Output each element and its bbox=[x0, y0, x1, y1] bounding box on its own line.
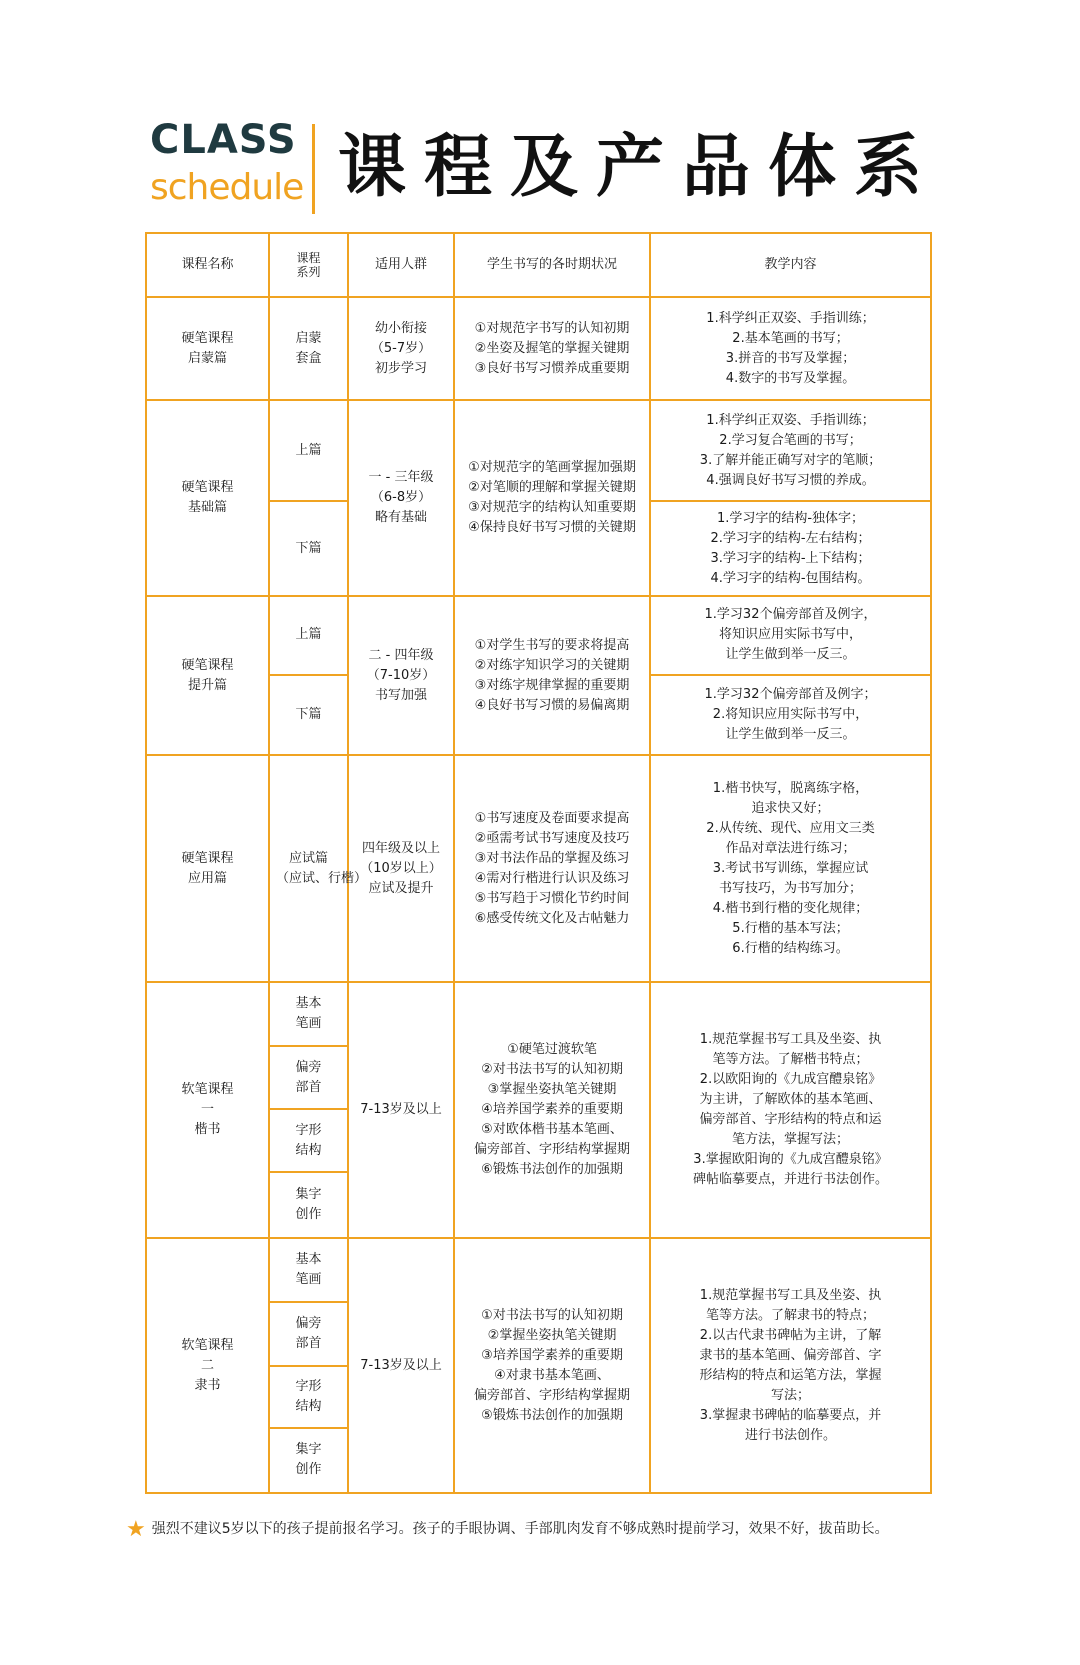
cell-line: 1.学习32个偏旁部首及例字； bbox=[704, 686, 877, 702]
cell-line: ④培养国学素养的重要期 bbox=[481, 1102, 623, 1118]
table-row bbox=[146, 596, 931, 674]
page-title: 课程及产品体系 bbox=[338, 128, 941, 207]
cell-line: 创作 bbox=[295, 1207, 322, 1222]
series-cell: 下篇 bbox=[269, 501, 348, 596]
header-divider bbox=[312, 124, 315, 214]
cell-line: 硬笔课程 bbox=[181, 657, 234, 673]
audience-cell bbox=[348, 596, 454, 755]
audience-cell bbox=[348, 400, 454, 596]
cell-line: 笔等方法。了解隶书的特点； bbox=[705, 1307, 875, 1323]
footnote bbox=[126, 1517, 1026, 1541]
cell-line: 隶书 bbox=[194, 1377, 221, 1393]
table-row bbox=[146, 755, 931, 982]
cell-line: 笔画 bbox=[295, 1016, 322, 1032]
cell-line: 书写技巧，为书写加分； bbox=[718, 880, 862, 896]
cell-line: 3.拼音的书写及掌握； bbox=[725, 350, 856, 366]
course-name-cell bbox=[146, 982, 269, 1238]
course-name-cell bbox=[146, 755, 269, 982]
cell-line: ③良好书写习惯养成重要期 bbox=[474, 360, 630, 376]
cell-line: ②对书法书写的认知初期 bbox=[481, 1062, 623, 1078]
cell-line: 7-13岁及以上 bbox=[360, 1102, 442, 1118]
cell-line: 3.考试书写训练，掌握应试 bbox=[712, 860, 869, 876]
content-cell bbox=[650, 755, 931, 982]
content-cell bbox=[650, 297, 931, 400]
series-cell bbox=[269, 982, 348, 1046]
cell-line: ②掌握坐姿执笔关键期 bbox=[487, 1327, 617, 1343]
cell-line: 偏旁 bbox=[295, 1059, 322, 1075]
cell-line: 3.掌握隶书碑帖的临摹要点，并 bbox=[699, 1407, 882, 1423]
cell-line: 书写加强 bbox=[374, 687, 427, 703]
cell-line: 2.将知识应用实际书写中， bbox=[712, 706, 869, 722]
cell-line: 1.科学纠正双姿、手指训练； bbox=[706, 412, 875, 428]
cell-line: ①对规范字的笔画掌握加强期 bbox=[468, 460, 636, 476]
cell-line: 1.楷书快写，脱离练字格， bbox=[712, 780, 869, 796]
cell-line: 字形 bbox=[295, 1378, 322, 1394]
cell-line: 部首 bbox=[295, 1335, 322, 1351]
cell-line: 4.数字的书写及掌握。 bbox=[725, 370, 856, 386]
cell-line: 一 bbox=[200, 1102, 214, 1118]
cell-line: ③对练字规律掌握的重要期 bbox=[474, 677, 630, 693]
course-name-cell bbox=[146, 297, 269, 400]
col-header-series bbox=[269, 233, 348, 297]
audience-cell bbox=[348, 755, 454, 982]
cell-line: 2.学习复合笔画的书写； bbox=[719, 432, 862, 448]
cell-line: 碑帖临摹要点，并进行书法创作。 bbox=[692, 1172, 888, 1188]
cell-line: 形结构的特点和运笔方法，掌握 bbox=[699, 1367, 882, 1383]
audience-cell bbox=[348, 1238, 454, 1493]
cell-line: 2.以欧阳询的《九成宫醴泉铭》 bbox=[699, 1072, 882, 1088]
cell-line: ④良好书写习惯的易偏离期 bbox=[474, 697, 630, 713]
cell-line: 让学生做到举一反三。 bbox=[725, 647, 856, 663]
cell-line: 二 - 四年级 bbox=[368, 647, 434, 663]
cell-line: 5.行楷的基本写法； bbox=[732, 920, 849, 936]
cell-line: 硬笔课程 bbox=[181, 330, 234, 346]
cell-line: 4.强调良好书写习惯的养成。 bbox=[706, 472, 875, 488]
cell-line: ④需对行楷进行认识及练习 bbox=[474, 870, 630, 886]
cell-line: 二 bbox=[200, 1357, 214, 1373]
cell-line: （10岁以上） bbox=[360, 860, 442, 876]
series-cell bbox=[269, 1172, 348, 1238]
col-header-series-line2: 系列 bbox=[296, 264, 321, 279]
cell-line: 幼小衔接 bbox=[374, 320, 427, 336]
cell-line: 追求快又好； bbox=[751, 800, 830, 816]
cell-line: 硬笔课程 bbox=[181, 480, 234, 496]
cell-line: ⑤锻炼书法创作的加强期 bbox=[481, 1407, 623, 1423]
cell-line: 6.行楷的结构练习。 bbox=[732, 940, 849, 956]
col-header-status: 学生书写的各时期状况 bbox=[454, 233, 650, 297]
series-cell bbox=[269, 755, 368, 982]
cell-line: （6-8岁） bbox=[370, 490, 432, 506]
footnote-text: 强烈不建议5岁以下的孩子提前报名学习。孩子的手眼协调、手部肌肉发育不够成熟时提前学习，效果不好，拔苗助长。 bbox=[151, 1521, 889, 1537]
cell-line: 3.学习字的结构-上下结构； bbox=[710, 550, 871, 566]
cell-line: 将知识应用实际书写中， bbox=[718, 627, 862, 643]
cell-line: 初步学习 bbox=[374, 360, 427, 376]
cell-line: 一 - 三年级 bbox=[368, 470, 434, 486]
cell-line: 笔画 bbox=[295, 1272, 322, 1287]
cell-line: 1.规范掌握书写工具及坐姿、执 bbox=[699, 1287, 882, 1303]
series-cell: 上篇 bbox=[269, 596, 348, 674]
cell-line: （5-7岁） bbox=[370, 340, 432, 356]
cell-line: 软笔课程 bbox=[181, 1082, 234, 1098]
cell-line: ①对书法书写的认知初期 bbox=[481, 1307, 623, 1323]
cell-line: 3.了解并能正确写对字的笔顺； bbox=[699, 452, 882, 468]
cell-line: 3.掌握欧阳询的《九成宫醴泉铭》 bbox=[693, 1152, 888, 1168]
cell-line: 结构 bbox=[295, 1142, 322, 1158]
cell-line: ①对学生书写的要求将提高 bbox=[474, 637, 630, 653]
cell-line: 2.以古代隶书碑帖为主讲，了解 bbox=[699, 1327, 882, 1343]
cell-line: 应用篇 bbox=[187, 870, 227, 886]
series-cell bbox=[269, 1302, 348, 1366]
cell-line: ⑥感受传统文化及古帖魅力 bbox=[474, 910, 630, 926]
cell-line: 2.基本笔画的书写； bbox=[732, 330, 849, 346]
cell-line: ③掌握坐姿执笔关键期 bbox=[487, 1082, 617, 1098]
cell-line: 部首 bbox=[295, 1079, 322, 1095]
cell-line: 笔等方法。了解楷书特点； bbox=[712, 1052, 869, 1068]
cell-line: 作品对章法进行练习； bbox=[725, 840, 856, 856]
cell-line: 偏旁部首、字形结构掌握期 bbox=[473, 1387, 630, 1403]
col-header-audience: 适用人群 bbox=[348, 233, 454, 297]
cell-line: ④保持良好书写习惯的关键期 bbox=[468, 520, 636, 536]
content-cell bbox=[650, 1238, 931, 1493]
series-cell bbox=[269, 1046, 348, 1109]
cell-line: ①对规范字书写的认知初期 bbox=[474, 320, 630, 336]
brand-schedule: schedule bbox=[150, 167, 304, 208]
cell-line: 基础篇 bbox=[187, 500, 227, 516]
status-cell bbox=[454, 982, 650, 1238]
cell-line: 1.科学纠正双姿、手指训练； bbox=[706, 310, 875, 326]
cell-line: 字形 bbox=[295, 1122, 322, 1138]
series-cell bbox=[269, 1428, 348, 1493]
cell-line: 1.学习32个偏旁部首及例字， bbox=[704, 607, 877, 623]
cell-line: 4.学习字的结构-包围结构。 bbox=[710, 570, 871, 586]
content-cell bbox=[650, 982, 931, 1238]
col-header-content: 教学内容 bbox=[650, 233, 931, 297]
cell-line: 7-13岁及以上 bbox=[360, 1357, 442, 1373]
cell-line: 四年级及以上 bbox=[361, 840, 440, 856]
star-icon: ★ bbox=[126, 1517, 146, 1542]
status-cell bbox=[454, 596, 650, 755]
content-cell bbox=[650, 400, 931, 501]
cell-line: 隶书的基本笔画、偏旁部首、字 bbox=[699, 1347, 882, 1363]
cell-line: ⑤对欧体楷书基本笔画、 bbox=[481, 1122, 623, 1138]
cell-line: 进行书法创作。 bbox=[744, 1427, 836, 1443]
cell-line: 4.楷书到行楷的变化规律； bbox=[712, 900, 869, 916]
cell-line: 套盒 bbox=[295, 350, 322, 366]
status-cell bbox=[454, 1238, 650, 1493]
cell-line: 偏旁 bbox=[295, 1315, 322, 1331]
col-header-series-line1: 课程 bbox=[296, 250, 321, 265]
cell-line: ②坐姿及握笔的掌握关键期 bbox=[474, 340, 630, 356]
status-cell bbox=[454, 400, 650, 596]
cell-line: 应试及提升 bbox=[368, 880, 434, 896]
cell-line: 2.学习字的结构-左右结构； bbox=[710, 530, 871, 546]
cell-line: 创作 bbox=[295, 1462, 322, 1478]
cell-line: 2.从传统、现代、应用文三类 bbox=[706, 820, 875, 836]
cell-line: 1.规范掌握书写工具及坐姿、执 bbox=[699, 1032, 882, 1048]
table-header-row bbox=[146, 233, 931, 297]
cell-line: ③对规范字的结构认知重要期 bbox=[468, 500, 636, 516]
cell-line: 基本 bbox=[295, 996, 322, 1012]
audience-cell bbox=[348, 982, 454, 1238]
cell-line: ⑥锻炼书法创作的加强期 bbox=[481, 1162, 623, 1178]
content-cell bbox=[650, 596, 931, 674]
cell-line: ①硬笔过渡软笔 bbox=[507, 1042, 597, 1058]
cell-line: 写法； bbox=[770, 1387, 810, 1403]
cell-line: （7-10岁） bbox=[366, 667, 436, 683]
cell-line: 软笔课程 bbox=[181, 1337, 234, 1353]
table-row bbox=[146, 297, 931, 400]
cell-line: 为主讲，了解欧体的基本笔画、 bbox=[699, 1092, 882, 1108]
series-cell: 下篇 bbox=[269, 675, 348, 755]
col-header-name: 课程名称 bbox=[146, 233, 269, 297]
series-cell bbox=[269, 1109, 348, 1172]
course-name-cell bbox=[146, 1238, 269, 1493]
cell-line: 结构 bbox=[295, 1398, 322, 1414]
status-cell bbox=[454, 297, 650, 400]
cell-line: 笔方法，掌握写法； bbox=[731, 1132, 849, 1148]
cell-line: 偏旁部首、字形结构掌握期 bbox=[473, 1142, 630, 1158]
brand-class: CLASS bbox=[150, 117, 297, 163]
course-name-cell bbox=[146, 400, 269, 596]
cell-line: 让学生做到举一反三。 bbox=[725, 726, 856, 742]
cell-line: ②对笔顺的理解和掌握关键期 bbox=[468, 480, 636, 496]
course-name-cell bbox=[146, 596, 269, 755]
cell-line: ②亟需考试书写速度及技巧 bbox=[474, 830, 630, 846]
table-row bbox=[146, 982, 931, 1046]
cell-line: 集字 bbox=[295, 1442, 322, 1458]
series-cell bbox=[269, 1366, 348, 1428]
series-cell: 上篇 bbox=[269, 400, 348, 501]
cell-line: ③对书法作品的掌握及练习 bbox=[474, 850, 630, 866]
cell-line: ④对隶书基本笔画、 bbox=[494, 1367, 610, 1383]
page-header bbox=[150, 118, 950, 218]
table-row bbox=[146, 1238, 931, 1302]
content-cell bbox=[650, 501, 931, 596]
cell-line: 略有基础 bbox=[374, 510, 427, 526]
cell-line: 启蒙 bbox=[295, 330, 322, 346]
content-cell bbox=[650, 675, 931, 755]
cell-line: 1.学习字的结构-独体字； bbox=[716, 510, 865, 526]
cell-line: （应试、行楷） bbox=[276, 870, 368, 886]
series-cell bbox=[269, 297, 348, 400]
cell-line: 基本 bbox=[295, 1252, 322, 1267]
cell-line: ⑤书写趋于习惯化节约时间 bbox=[474, 890, 630, 906]
cell-line: 集字 bbox=[295, 1187, 322, 1202]
course-table bbox=[145, 232, 932, 1494]
cell-line: ①书写速度及卷面要求提高 bbox=[474, 810, 630, 826]
cell-line: 硬笔课程 bbox=[181, 850, 234, 866]
series-cell bbox=[269, 1238, 348, 1302]
audience-cell bbox=[348, 297, 454, 400]
cell-line: 偏旁部首、字形结构的特点和运 bbox=[699, 1112, 882, 1128]
cell-line: 楷书 bbox=[194, 1122, 221, 1138]
cell-line: ③培养国学素养的重要期 bbox=[481, 1347, 623, 1363]
table-row bbox=[146, 400, 931, 501]
cell-line: ②对练字知识学习的关键期 bbox=[474, 657, 630, 673]
status-cell bbox=[454, 755, 650, 982]
cell-line: 应试篇 bbox=[288, 850, 328, 866]
cell-line: 提升篇 bbox=[187, 677, 227, 693]
cell-line: 启蒙篇 bbox=[187, 350, 227, 366]
